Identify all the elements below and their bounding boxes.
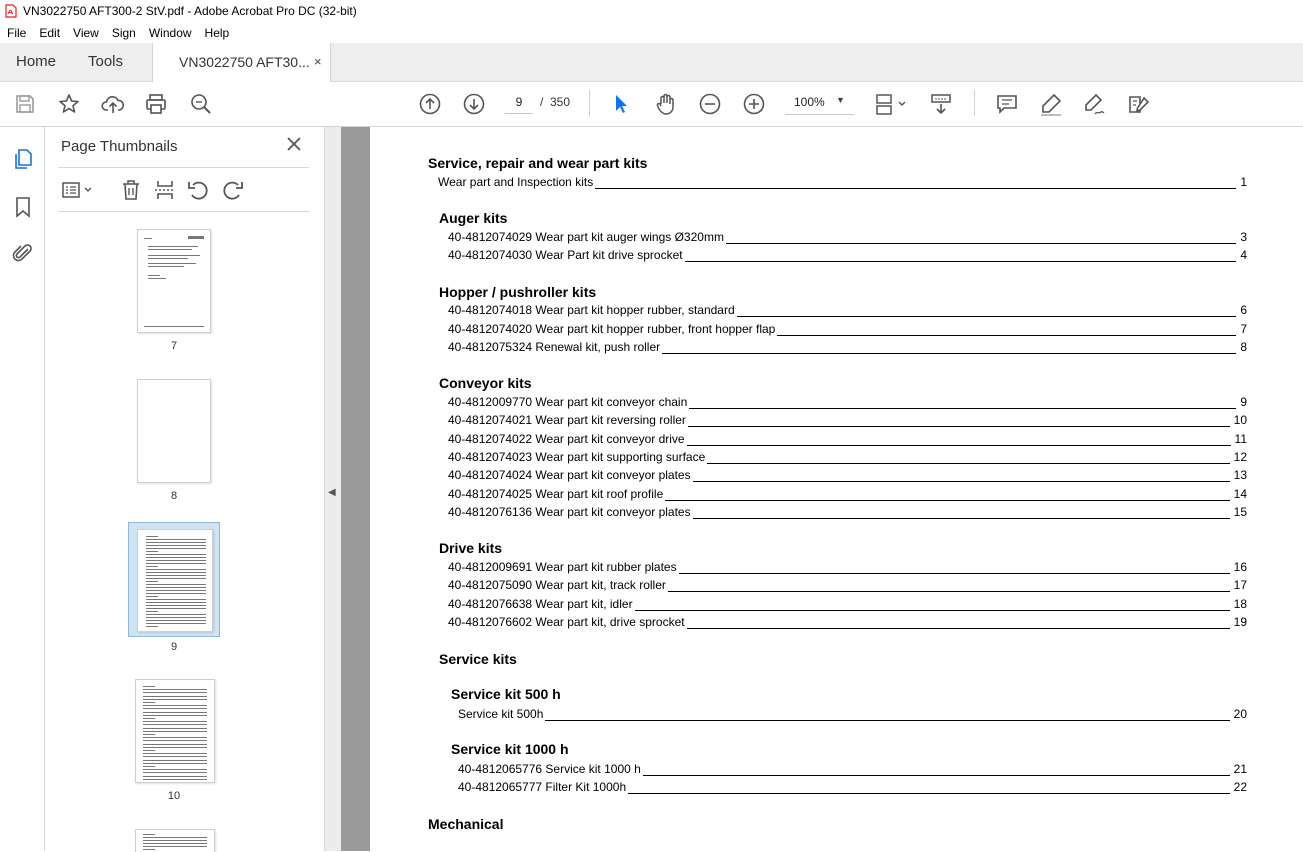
toc-entry[interactable]	[448, 395, 1247, 411]
toc-entry-title: Service kit 500h	[458, 707, 544, 721]
toc-entry-page: 19	[1230, 615, 1247, 629]
thumb-line	[143, 740, 207, 741]
menu-edit[interactable]: Edit	[39, 25, 61, 40]
toc-entry-title: 40-4812009770 Wear part kit conveyor chain	[448, 395, 688, 409]
toc-entry-title: 40-4812075090 Wear part kit, track roller	[448, 578, 666, 592]
close-icon[interactable]	[285, 135, 303, 153]
thumb-line	[143, 766, 155, 767]
tab-document[interactable]	[152, 43, 331, 82]
rotate-right-icon[interactable]	[221, 178, 245, 202]
toc-entry-title: 40-4812074024 Wear part kit conveyor plates	[448, 468, 691, 482]
toc-entry[interactable]	[458, 762, 1247, 778]
toc-entry-page: 4	[1236, 248, 1247, 262]
thumb-line	[146, 569, 206, 570]
toc-entry-page: 11	[1231, 432, 1247, 446]
thumb-line	[146, 608, 206, 609]
rotate-left-icon[interactable]	[186, 178, 210, 202]
toc-entry-title: 40-4812009691 Wear part kit rubber plates	[448, 560, 677, 574]
thumb-line	[148, 266, 184, 267]
thumb-line	[143, 737, 207, 738]
thumb-line	[146, 626, 158, 627]
thumb-line	[143, 702, 155, 703]
thumbnail-label: 8	[170, 490, 178, 502]
scroll-mode-icon[interactable]	[929, 92, 953, 116]
thumb-line	[146, 539, 206, 540]
tab-bar	[0, 43, 1303, 82]
toc-heading: Conveyor kits	[439, 375, 532, 391]
page-separator: /	[540, 95, 544, 109]
page-thumbnail[interactable]	[137, 379, 211, 483]
toc-entry-title: Wear part and Inspection kits	[438, 175, 594, 189]
split-page-icon[interactable]	[153, 178, 177, 202]
navigation-rail	[0, 127, 45, 851]
thumb-line	[146, 590, 206, 591]
toc-entry[interactable]	[448, 450, 1247, 466]
tab-home[interactable]: Home	[16, 53, 57, 70]
thumb-line	[188, 236, 204, 239]
thumb-line	[146, 575, 206, 576]
toc-entry-page: 1	[1236, 175, 1247, 189]
tab-close-icon[interactable]: ×	[314, 54, 322, 69]
upload-icon[interactable]	[101, 92, 125, 116]
panel-divider	[58, 167, 309, 168]
page-total: 350	[550, 95, 571, 109]
thumb-line	[146, 584, 206, 585]
toc-entry-title: 40-4812075324 Renewal kit, push roller	[448, 340, 661, 354]
toc-entry[interactable]	[448, 230, 1247, 246]
toc-entry-page: 14	[1230, 487, 1247, 501]
menu-bar	[0, 22, 1303, 43]
thumb-line	[148, 255, 200, 256]
thumb-line	[146, 560, 206, 561]
toc-heading: Service kit 500 h	[451, 686, 561, 702]
page-up-icon[interactable]	[418, 92, 442, 116]
tab-document-label: VN3022750 AFT30...	[179, 54, 310, 70]
hand-icon[interactable]	[654, 92, 678, 116]
thumb-line	[143, 756, 207, 757]
zoom-search-icon[interactable]	[189, 92, 213, 116]
edit-icon[interactable]	[1126, 92, 1150, 116]
thumb-line	[146, 605, 206, 606]
thumb-line	[146, 581, 158, 582]
panel-splitter[interactable]	[324, 127, 341, 851]
toc-entry[interactable]	[448, 560, 1247, 576]
toc-entry-page: 9	[1236, 395, 1247, 409]
toc-entry[interactable]	[448, 468, 1247, 484]
thumb-line	[143, 843, 207, 844]
thumb-line	[143, 769, 207, 770]
attachments-icon[interactable]	[11, 241, 35, 265]
zoom-dropdown[interactable]	[785, 91, 854, 115]
thumbnail-label: 7	[170, 340, 178, 352]
thumb-line	[143, 728, 207, 729]
toc-entry-page: 7	[1236, 322, 1247, 336]
page-thumbnail[interactable]	[137, 229, 211, 333]
page-thumbnail[interactable]	[135, 679, 215, 783]
toc-heading: Service kits	[439, 651, 517, 667]
menu-window[interactable]: Window	[148, 25, 192, 40]
thumb-line	[146, 536, 158, 537]
toc-entry[interactable]	[448, 248, 1247, 264]
toc-heading: Hopper / pushroller kits	[439, 284, 597, 300]
toc-entry-title: 40-4812074020 Wear part kit hopper rubber, front hopper flap	[448, 322, 776, 336]
thumb-line	[143, 715, 207, 716]
thumb-line	[143, 840, 207, 841]
thumbnail-label: 9	[170, 641, 178, 653]
thumb-line	[146, 545, 206, 546]
toc-entry[interactable]	[448, 340, 1247, 356]
thumb-line	[146, 554, 206, 555]
toc-entry-page: 22	[1230, 780, 1247, 794]
toc-leader-line	[458, 720, 1247, 721]
page-thumbnails-panel	[45, 127, 324, 851]
thumb-line	[143, 849, 155, 850]
toc-entry[interactable]	[458, 780, 1247, 796]
zoom-out-icon[interactable]	[698, 92, 722, 116]
menu-sign[interactable]: Sign	[111, 25, 136, 40]
page-number-input[interactable]	[505, 91, 533, 114]
acrobat-app-icon	[5, 4, 17, 18]
delete-page-icon[interactable]	[119, 178, 143, 202]
toc-entry-page: 15	[1230, 505, 1247, 519]
highlight-icon[interactable]	[1039, 92, 1063, 116]
bookmarks-icon[interactable]	[11, 195, 35, 219]
bookmark-star-icon[interactable]	[57, 92, 81, 116]
thumb-line	[143, 846, 207, 847]
thumb-line	[146, 548, 206, 549]
save-icon[interactable]	[13, 92, 37, 116]
thumbnails-icon[interactable]	[11, 147, 35, 171]
print-icon[interactable]	[144, 92, 168, 116]
toc-entry-page: 16	[1230, 560, 1247, 574]
toc-entry-page: 13	[1230, 468, 1247, 482]
thumb-line	[144, 326, 204, 327]
thumb-line	[148, 246, 198, 247]
title-bar	[0, 0, 1303, 22]
menu-help[interactable]: Help	[204, 25, 230, 40]
thumb-line	[143, 747, 207, 748]
thumb-line	[146, 557, 206, 558]
thumb-line	[143, 744, 207, 745]
chevron-down-icon: ▼	[836, 95, 845, 105]
thumb-line	[143, 750, 155, 751]
thumb-line	[143, 699, 207, 700]
thumb-line	[146, 599, 206, 600]
toc-entry-page: 12	[1230, 450, 1247, 464]
thumb-line	[148, 263, 196, 264]
thumb-line	[146, 563, 206, 564]
thumb-line	[148, 249, 192, 250]
toc-heading: Drive kits	[439, 540, 503, 556]
thumb-line	[143, 779, 207, 780]
thumb-line	[143, 692, 207, 693]
toc-entry[interactable]	[448, 487, 1247, 503]
toc-entry-page: 3	[1236, 230, 1247, 244]
toc-entry-title: 40-4812076602 Wear part kit, drive sprocket	[448, 615, 685, 629]
thumb-line	[143, 712, 207, 713]
toc-entry-title: 40-4812074029 Wear part kit auger wings Ø320mm	[448, 230, 724, 244]
toc-entry[interactable]	[448, 578, 1247, 594]
thumb-line	[143, 753, 207, 754]
thumb-line	[143, 708, 207, 709]
toc-entry-page: 6	[1236, 303, 1247, 317]
thumb-line	[143, 837, 207, 838]
panel-divider	[58, 211, 309, 212]
thumb-line	[143, 689, 207, 690]
thumb-line	[143, 705, 207, 706]
menu-file[interactable]: File	[7, 25, 27, 40]
page-layout-icon[interactable]	[873, 92, 909, 116]
toc-entry-page: 21	[1230, 762, 1247, 776]
thumbnail-options-icon[interactable]	[60, 178, 96, 202]
zoom-in-icon[interactable]	[742, 92, 766, 116]
toc-entry-title: 40-4812074018 Wear part kit hopper rubber, standard	[448, 303, 735, 317]
toc-entry-title: 40-4812074021 Wear part kit reversing roller	[448, 413, 686, 427]
toc-heading: Auger kits	[439, 210, 508, 226]
thumb-line	[146, 587, 206, 588]
toc-entry[interactable]	[448, 303, 1247, 319]
thumb-line	[146, 623, 206, 624]
toc-entry-title: 40-4812074022 Wear part kit conveyor drive	[448, 432, 685, 446]
main-toolbar	[0, 82, 1303, 127]
thumbnail-label: 10	[167, 790, 181, 802]
thumb-line	[143, 731, 207, 732]
thumb-line	[146, 617, 206, 618]
toc-entry-title: 40-4812074025 Wear part kit roof profile	[448, 487, 664, 501]
page-thumbnail[interactable]	[137, 529, 213, 632]
toc-entry[interactable]	[448, 505, 1247, 521]
toc-entry-title: 40-4812065776 Service kit 1000 h	[458, 762, 641, 776]
collapse-panel-icon[interactable]: ◀	[328, 487, 336, 498]
toc-entry[interactable]	[448, 432, 1247, 448]
window-title: VN3022750 AFT300-2 StV.pdf - Adobe Acrobat Pro DC (32-bit)	[23, 4, 357, 18]
toc-entry-page: 17	[1230, 578, 1247, 592]
thumb-line	[146, 578, 206, 579]
page-down-icon[interactable]	[462, 92, 486, 116]
thumb-line	[148, 278, 166, 279]
thumb-line	[148, 275, 160, 276]
toc-entry-page: 10	[1230, 413, 1247, 427]
toc-entry-title: 40-4812076638 Wear part kit, idler	[448, 597, 633, 611]
thumb-line	[146, 593, 206, 594]
thumb-line	[146, 551, 158, 552]
thumb-line	[143, 760, 207, 761]
tab-tools[interactable]: Tools	[88, 53, 124, 70]
toc-entry[interactable]	[458, 707, 1247, 723]
thumb-line	[143, 834, 155, 835]
toc-heading: Service, repair and wear part kits	[428, 155, 648, 171]
toolbar-divider	[974, 90, 975, 116]
toc-entry-page: 18	[1230, 597, 1247, 611]
toc-heading: Mechanical	[428, 816, 504, 832]
sign-icon[interactable]	[1082, 92, 1106, 116]
toc-entry-title: 40-4812074030 Wear Part kit drive sprocket	[448, 248, 683, 262]
comment-icon[interactable]	[995, 92, 1019, 116]
toolbar-divider	[589, 90, 590, 116]
toc-entry[interactable]	[448, 322, 1247, 338]
zoom-value: 100%	[794, 95, 825, 109]
thumb-line	[146, 566, 158, 567]
thumb-line	[148, 258, 188, 259]
thumb-line	[146, 602, 206, 603]
page-thumbnail[interactable]	[135, 829, 215, 852]
toc-entry[interactable]	[438, 175, 1247, 191]
toc-entry-title: 40-4812076136 Wear part kit conveyor plates	[448, 505, 691, 519]
thumb-line	[143, 696, 207, 697]
thumb-line	[146, 542, 206, 543]
document-gutter	[341, 127, 370, 851]
thumb-line	[143, 718, 155, 719]
menu-view[interactable]: View	[73, 25, 99, 40]
toc-entry-title: 40-4812065777 Filter Kit 1000h	[458, 780, 627, 794]
thumb-line	[146, 620, 206, 621]
thumb-line	[146, 596, 158, 597]
toc-entry[interactable]	[448, 413, 1247, 429]
thumb-line	[143, 686, 155, 687]
thumb-line	[143, 721, 207, 722]
thumb-line	[143, 776, 207, 777]
toc-heading: Service kit 1000 h	[451, 741, 569, 757]
document-page	[370, 127, 1303, 851]
thumb-line	[146, 614, 206, 615]
thumb-line	[144, 238, 152, 239]
toc-entry-title: 40-4812074023 Wear part kit supporting surface	[448, 450, 706, 464]
thumb-line	[143, 734, 155, 735]
thumb-line	[146, 611, 158, 612]
thumb-line	[143, 763, 207, 764]
toc-entry-page: 20	[1230, 707, 1247, 721]
toc-entry[interactable]	[448, 597, 1247, 613]
select-arrow-icon[interactable]	[609, 92, 633, 116]
toc-entry-page: 8	[1236, 340, 1247, 354]
thumb-line	[146, 572, 206, 573]
toc-entry[interactable]	[448, 615, 1247, 631]
thumb-line	[143, 772, 207, 773]
thumb-line	[143, 724, 207, 725]
panel-title: Page Thumbnails	[61, 138, 178, 155]
